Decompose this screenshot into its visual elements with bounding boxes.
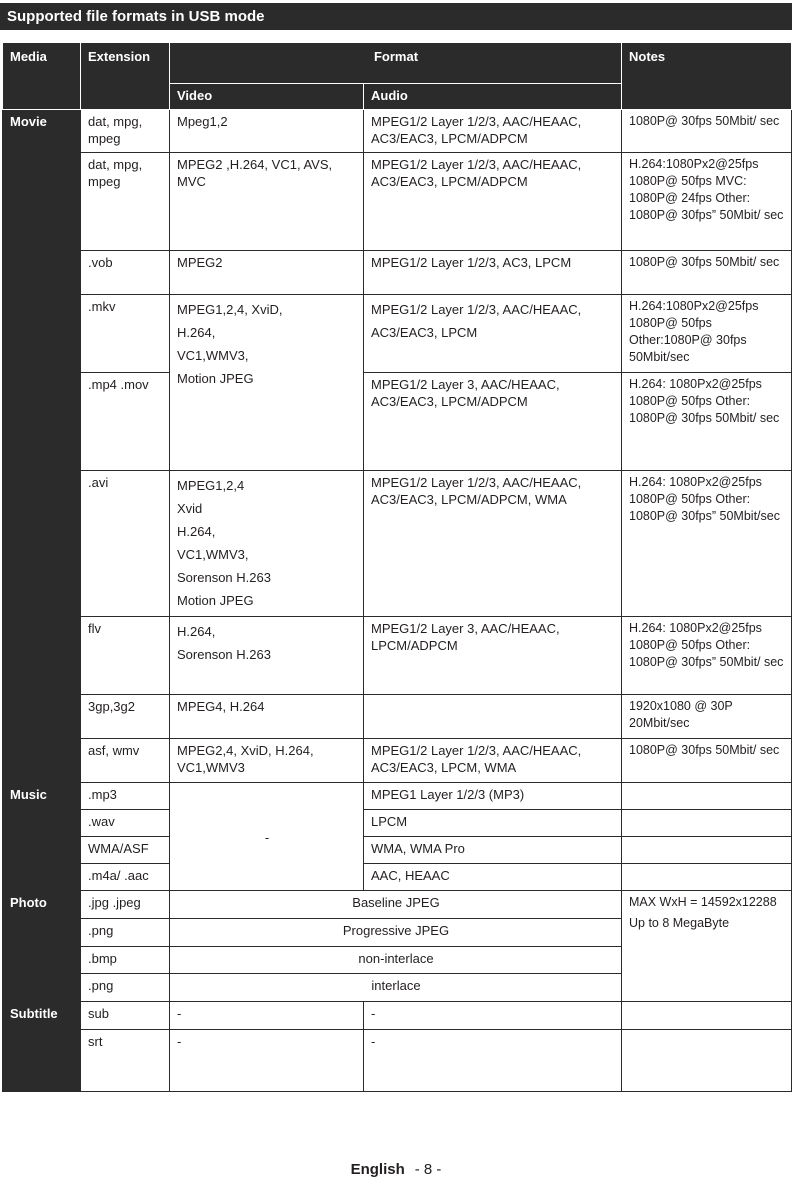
table-row xyxy=(3,739,792,783)
audio-cell: MPEG1/2 Layer 3, AAC/HEAAC, AC3/EAC3, LPCM/ADPCM xyxy=(364,373,622,471)
table-row xyxy=(3,1002,792,1030)
video-line: MPEG1,2,4, XviD, xyxy=(177,302,283,317)
extension-cell: .vob xyxy=(81,251,170,295)
notes-cell: H.264: 1080Px2@25fps 1080P@ 50fps Other: 1080P@ 30fps 50Mbit/ sec xyxy=(622,373,792,471)
page-title: Supported file formats in USB mode xyxy=(0,3,792,30)
notes-cell: H.264:1080Px2@25fps 1080P@ 50fps MVC: 1080P@ 24fps Other: 1080P@ 30fps” 50Mbit/ sec xyxy=(622,153,792,251)
video-line: H.264, xyxy=(177,524,216,539)
extension-cell: dat, mpg, mpeg xyxy=(81,153,170,251)
extension-cell: .avi xyxy=(81,471,170,617)
audio-line: MPEG1/2 Layer 1/2/3, AAC/HEAAC, xyxy=(371,302,582,317)
extension-cell: .mkv xyxy=(81,295,170,373)
extension-cell: sub xyxy=(81,1002,170,1030)
notes-cell: H.264:1080Px2@25fps 1080P@ 50fps Other:1080P@ 30fps 50Mbit/sec xyxy=(622,295,792,373)
video-line: Sorenson H.263 xyxy=(177,570,271,585)
table-row xyxy=(3,864,792,891)
notes-cell xyxy=(622,1030,792,1092)
formats-table xyxy=(2,42,792,1092)
audio-cell xyxy=(364,295,622,373)
extension-cell: asf, wmv xyxy=(81,739,170,783)
video-cell: - xyxy=(170,1030,364,1092)
header-extension: Extension xyxy=(81,43,170,110)
notes-line: Up to 8 MegaByte xyxy=(629,916,730,930)
audio-cell: - xyxy=(364,1002,622,1030)
audio-cell: LPCM xyxy=(364,810,622,837)
table-row xyxy=(3,373,792,471)
video-cell: - xyxy=(170,783,364,891)
audio-cell: MPEG1/2 Layer 1/2/3, AAC/HEAAC, AC3/EAC3, LPCM/ADPCM xyxy=(364,110,622,153)
audio-cell: MPEG1/2 Layer 3, AAC/HEAAC, LPCM/ADPCM xyxy=(364,617,622,695)
extension-cell: .wav xyxy=(81,810,170,837)
format-cell: interlace xyxy=(170,974,622,1002)
video-line: Motion JPEG xyxy=(177,593,254,608)
video-cell xyxy=(170,295,364,471)
video-line: MPEG1,2,4 xyxy=(177,478,245,493)
video-cell: MPEG2 xyxy=(170,251,364,295)
category-photo: Photo xyxy=(3,891,81,1002)
table-row xyxy=(3,810,792,837)
audio-cell: MPEG1/2 Layer 1/2/3, AAC/HEAAC, AC3/EAC3, LPCM, WMA xyxy=(364,739,622,783)
notes-cell: H.264: 1080Px2@25fps 1080P@ 50fps Other: 1080P@ 30fps” 50Mbit/ sec xyxy=(622,617,792,695)
video-line: VC1,WMV3, xyxy=(177,348,249,363)
extension-cell: dat, mpg, mpeg xyxy=(81,110,170,153)
extension-cell: .png xyxy=(81,919,170,947)
extension-cell: flv xyxy=(81,617,170,695)
video-line: VC1,WMV3, xyxy=(177,547,249,562)
video-cell: MPEG2 ,H.264, VC1, AVS, MVC xyxy=(170,153,364,251)
notes-cell xyxy=(622,864,792,891)
video-line: Xvid xyxy=(177,501,203,516)
audio-cell: AAC, HEAAC xyxy=(364,864,622,891)
video-line: H.264, xyxy=(177,325,216,340)
notes-cell xyxy=(622,891,792,1002)
extension-cell: WMA/ASF xyxy=(81,837,170,864)
header-audio: Audio xyxy=(364,84,622,110)
table-row xyxy=(3,110,792,153)
table-row xyxy=(3,1030,792,1092)
notes-cell xyxy=(622,837,792,864)
video-cell xyxy=(170,471,364,617)
extension-cell: .jpg .jpeg xyxy=(81,891,170,919)
footer-language: English xyxy=(350,1161,405,1178)
header-format: Format xyxy=(170,43,622,84)
table-row xyxy=(3,695,792,739)
notes-cell xyxy=(622,810,792,837)
audio-line: AC3/EAC3, LPCM xyxy=(371,325,478,340)
table-row xyxy=(3,837,792,864)
category-subtitle: Subtitle xyxy=(3,1002,81,1092)
video-cell: - xyxy=(170,1002,364,1030)
notes-cell: 1920x1080 @ 30P 20Mbit/sec xyxy=(622,695,792,739)
category-music: Music xyxy=(3,783,81,891)
format-cell: non-interlace xyxy=(170,947,622,974)
notes-cell: 1080P@ 30fps 50Mbit/ sec xyxy=(622,739,792,783)
audio-cell xyxy=(364,695,622,739)
audio-cell: MPEG1/2 Layer 1/2/3, AAC/HEAAC, AC3/EAC3, LPCM/ADPCM, WMA xyxy=(364,471,622,617)
format-cell: Progressive JPEG xyxy=(170,919,622,947)
video-line: Sorenson H.263 xyxy=(177,647,271,662)
video-cell: MPEG4, H.264 xyxy=(170,695,364,739)
page-number: - 8 - xyxy=(414,1161,442,1178)
header-video: Video xyxy=(170,84,364,110)
audio-cell: MPEG1/2 Layer 1/2/3, AAC/HEAAC, AC3/EAC3, LPCM/ADPCM xyxy=(364,153,622,251)
video-cell: MPEG2,4, XviD, H.264, VC1,WMV3 xyxy=(170,739,364,783)
video-cell xyxy=(170,617,364,695)
audio-cell: MPEG1 Layer 1/2/3 (MP3) xyxy=(364,783,622,810)
notes-cell xyxy=(622,1002,792,1030)
category-movie: Movie xyxy=(3,110,81,783)
extension-cell: srt xyxy=(81,1030,170,1092)
notes-cell: 1080P@ 30fps 50Mbit/ sec xyxy=(622,251,792,295)
table-row xyxy=(3,471,792,617)
table-row xyxy=(3,153,792,251)
extension-cell: .mp3 xyxy=(81,783,170,810)
video-cell: Mpeg1,2 xyxy=(170,110,364,153)
audio-cell: - xyxy=(364,1030,622,1092)
extension-cell: .png xyxy=(81,974,170,1002)
extension-cell: 3gp,3g2 xyxy=(81,695,170,739)
table-row xyxy=(3,891,792,919)
format-cell: Baseline JPEG xyxy=(170,891,622,919)
page-footer xyxy=(0,1161,792,1178)
header-media: Media xyxy=(3,43,81,110)
extension-cell: .m4a/ .aac xyxy=(81,864,170,891)
table-row xyxy=(3,251,792,295)
table-row xyxy=(3,295,792,373)
notes-line: MAX WxH = 14592x12288 xyxy=(629,895,777,909)
video-line: H.264, xyxy=(177,624,216,639)
table-row xyxy=(3,783,792,810)
audio-cell: MPEG1/2 Layer 1/2/3, AC3, LPCM xyxy=(364,251,622,295)
notes-cell: H.264: 1080Px2@25fps 1080P@ 50fps Other: 1080P@ 30fps” 50Mbit/sec xyxy=(622,471,792,617)
header-notes: Notes xyxy=(622,43,792,110)
video-line: Motion JPEG xyxy=(177,371,254,386)
audio-cell: WMA, WMA Pro xyxy=(364,837,622,864)
table-row xyxy=(3,617,792,695)
extension-cell: .mp4 .mov xyxy=(81,373,170,471)
notes-cell xyxy=(622,783,792,810)
extension-cell: .bmp xyxy=(81,947,170,974)
notes-cell: 1080P@ 30fps 50Mbit/ sec xyxy=(622,110,792,153)
